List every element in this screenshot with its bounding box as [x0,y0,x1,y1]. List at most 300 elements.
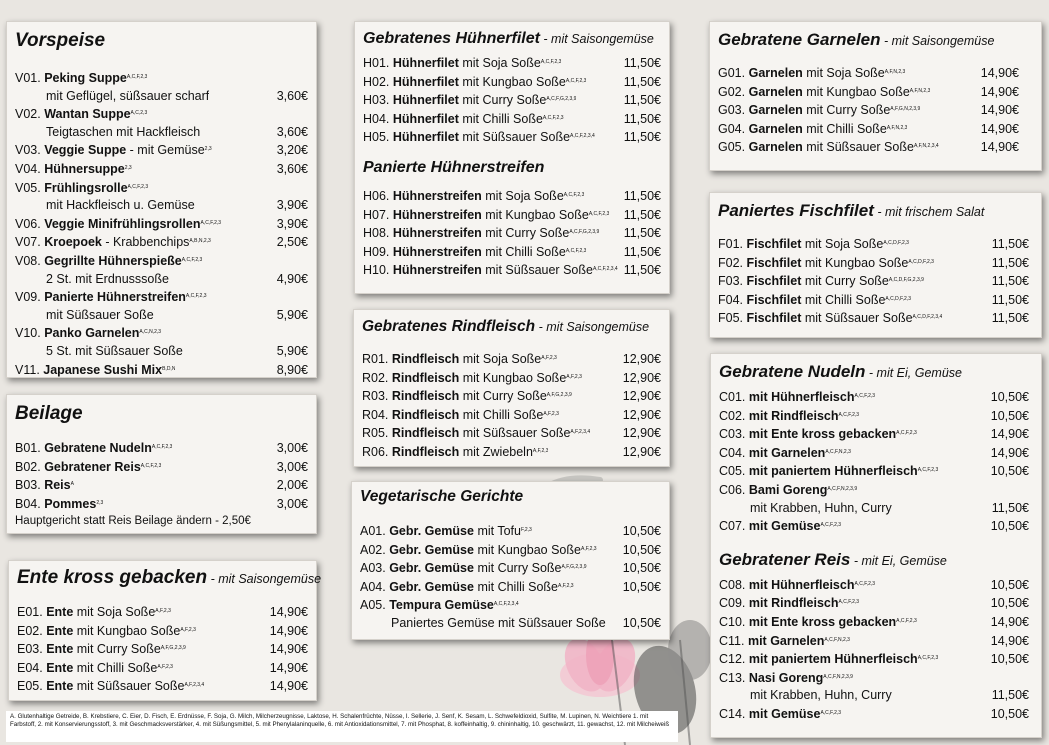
allergen-codes: A,F,2,3 [558,582,574,589]
item-code: V03. [15,143,41,158]
menu-item [360,578,661,597]
item-code: V06. [15,216,41,231]
menu-item [718,101,1019,120]
menu-item [17,677,308,696]
menu-item [15,439,308,458]
item-price: 3,00€ [276,441,308,455]
item-price: 11,50€ [623,188,661,203]
item-name: mit paniertem Hühnerfleisch [748,652,918,667]
allergen-codes: A,F,G,2,3,9 [561,564,587,571]
menu-item [15,495,308,514]
item-name: Fischfilet [746,292,802,307]
item-name: Hühnerstreifen [392,263,482,278]
item-price: 14,90€ [269,660,308,675]
allergen-codes: A,F,N,2,3 [909,87,931,94]
item-price: 11,50€ [991,237,1029,251]
section-vorspeise [6,21,317,378]
item-detail: mit Kungbao Soße [459,370,567,385]
allergen-codes: A,F,2,3 [180,626,196,633]
item-price: 14,90€ [269,679,308,694]
item-price: 3,20€ [276,143,308,158]
item-price: 10,50€ [622,561,661,576]
item-price: 8,90€ [276,362,308,377]
section-vegetarisch [351,481,670,640]
item-code: G04. [718,121,746,136]
menu-item [17,659,308,678]
section-fischfilet [709,192,1042,338]
item-name: Bami Goreng [748,482,828,497]
item-name: Garnelen [748,140,803,155]
item-code: R05. [362,426,389,441]
allergen-codes: F,2,3 [520,527,532,533]
item-detail: mit Süßsauer Soße [458,130,571,145]
allergen-codes: A,C,N,2,3 [139,329,162,336]
section-beilage [6,394,317,534]
item-code: C08. [719,577,746,592]
menu-item [362,424,661,443]
item-price: 14,90€ [980,103,1019,118]
item-price: 14,90€ [269,623,308,638]
item-price: 10,50€ [622,542,661,557]
item-price: 12,90€ [622,352,661,366]
menu-item [15,361,308,380]
allergen-codes: A,C,F,2,3 [126,74,148,80]
item-price: 11,50€ [991,500,1029,515]
item-code: H04. [363,111,390,126]
item-detail: mit Süßsauer Soße [802,140,914,155]
item-code: C05. [719,464,746,479]
item-detail: mit Curry Soße [458,93,547,108]
item-name: Gebratener Reis [44,459,141,474]
section-title: Vorspeise [15,30,106,51]
item-name: Gebr. Gemüse [389,579,474,594]
allergen-codes: A,C,F,2,3 [917,467,939,474]
allergen-codes: A,C,F,2,3 [820,522,842,529]
menu-item [718,291,1029,310]
menu-item [718,138,1019,157]
item-code: R03. [362,389,389,404]
item-name: Panko Garnelen [44,326,140,341]
item-name: Hühnerstreifen [392,226,482,241]
item-name: Ente [46,605,74,619]
menu-item [363,54,661,73]
item-price: 11,50€ [991,688,1029,703]
menu-item [363,128,661,147]
item-code: H03. [363,93,390,108]
menu-item [17,622,308,641]
item-price: 10,50€ [622,524,661,538]
item-name: Veggie Suppe [44,143,127,158]
item-detail: mit Kungbao Soße [73,623,181,638]
item-name: mit Hühnerfleisch [748,577,855,592]
item-price: 14,90€ [980,84,1019,99]
item-detail: mit Kungbao Soße [458,74,566,89]
item-code: G05. [718,140,746,155]
item-detail: mit Zwiebeln [459,444,533,459]
item-description: 2 St. mit Erdnusssoße [46,271,169,286]
item-code: E01. [17,605,43,619]
item-name: Pommes [44,496,97,511]
menu-item [360,522,661,541]
item-name: Fischfilet [746,311,802,326]
item-name: Rindfleisch [391,407,460,422]
section-rindfleisch [353,309,670,467]
allergen-codes: 2,3 [124,164,132,171]
item-name: mit Gemüse [748,706,821,721]
item-name: mit Rindfleisch [748,596,839,611]
item-code: V02. [15,107,41,122]
allergen-codes: A,F,2,3 [532,447,549,454]
item-name: Hühnersuppe [44,161,125,176]
item-name: Fischfilet [746,274,802,289]
menu-item [363,187,661,206]
section-ente [8,560,322,701]
item-code: B01. [15,441,41,455]
item-code: C03. [719,427,746,442]
item-code: B03. [15,478,41,493]
allergen-codes: A,F,2,3 [543,410,559,417]
item-name: mit Ente kross gebacken [748,614,897,629]
allergen-codes: A,C,F,2,3 [140,462,162,469]
section-title: Paniertes Fischfilet - mit frischem Salat [718,201,985,220]
item-detail: mit Chilli Soße [459,407,544,422]
menu-item [363,224,661,243]
menu-item [719,669,1029,688]
item-code: E03. [17,642,43,657]
item-code: C04. [719,445,746,460]
item-price: 14,90€ [269,642,308,657]
item-name: Hühnerfilet [392,74,459,89]
allergen-codes: A,C,F,2,3 [820,709,842,716]
item-code: G02. [718,84,746,99]
item-price: 10,50€ [990,577,1029,592]
menu-item [719,705,1029,724]
item-price: 11,50€ [991,292,1029,307]
allergen-codes: A,C,F,2,3 [588,210,610,217]
item-detail: mit Süßsauer Soße [801,311,913,326]
item-price: 3,00€ [276,496,308,511]
section-title: Gebratene Nudeln - mit Ei, Gemüse [719,362,962,381]
item-name: Garnelen [748,84,803,99]
menu-item-description [15,307,308,325]
menu-item-description [719,687,1029,705]
item-detail: mit Chilli Soße [73,660,158,675]
item-code: A03. [360,561,386,576]
allergen-codes: A [70,481,74,488]
menu-item-description [719,500,1029,518]
allergen-codes: A,C,F,2,3 [200,219,222,226]
menu-item [15,179,308,198]
menu-item [15,252,308,271]
item-name: Nasi Goreng [748,670,824,685]
menu-item-description [15,124,308,142]
menu-item-description [15,88,308,106]
item-name: mit Gemüse [748,519,821,534]
item-code: A04. [360,579,386,594]
item-code: F03. [718,274,744,289]
item-price: 12,90€ [622,407,661,422]
allergen-codes: A,F,2,3,4 [570,429,591,436]
allergen-codes: A,C,F,2,3 [838,411,860,418]
item-price: 3,90€ [276,216,308,231]
item-price: 14,90€ [980,140,1019,155]
item-code: C07. [719,519,746,534]
item-code: F05. [718,311,744,326]
allergen-codes: A,C,F,2,3 [563,191,585,198]
item-code: C09. [719,596,746,611]
menu-item [719,407,1029,426]
item-price: 3,60€ [276,161,308,176]
menu-item [360,559,661,578]
item-name: Hühnerstreifen [392,188,482,203]
item-detail: mit Kungbao Soße [473,542,581,557]
allergen-codes: A,C,F,2,3 [896,617,917,624]
allergen-codes: A,C,F,2,3 [565,77,587,84]
item-code: C13. [719,670,746,685]
item-price: 11,50€ [623,56,661,70]
menu-item [15,160,308,179]
item-price: 5,90€ [276,343,308,358]
item-price: 10,50€ [990,519,1029,534]
item-description: mit Süßsauer Soße [46,307,154,322]
item-price: 11,50€ [623,226,661,241]
item-code: V01. [15,71,41,85]
item-code: F02. [718,255,744,270]
menu-item [15,233,308,252]
menu-item [363,206,661,225]
item-detail: mit Chilli Soße [481,244,566,259]
item-code: C02. [719,408,746,423]
item-price: 4,90€ [276,271,308,286]
item-code: G03. [718,103,746,118]
item-code: H02. [363,74,390,89]
item-name: Hühnerfilet [392,130,459,145]
menu-item-description [15,271,308,289]
allergen-codes: A,F,G,N,2,3,9 [890,106,921,113]
menu-item [363,91,661,110]
allergen-codes: A,F,2,3 [580,545,597,552]
allergen-codes: A,F,N,2,3 [884,69,906,75]
menu-item-description [15,343,308,361]
item-detail: - Krabbenchips [101,235,190,250]
section-title: Vegetarische Gerichte [360,488,524,505]
allergen-codes: A,C,F,2,3 [838,599,860,606]
menu-item [719,481,1029,500]
allergen-codes: A,C,F,2,3 [181,256,203,263]
menu-item [719,594,1029,613]
item-name: Gebr. Gemüse [389,542,474,557]
item-detail: mit Chilli Soße [801,292,886,307]
allergen-codes: A,F,G,2,3,9 [546,392,572,399]
item-name: Gegrillte Hühnerspieße [44,253,182,268]
item-detail: mit Soja Soße [801,237,884,251]
allergen-codes: A,F,N,2,3,4 [913,143,939,150]
item-code: R01. [362,352,389,366]
item-price: 3,60€ [276,124,308,139]
section-title: Panierte Hühnerstreifen [363,158,545,176]
menu-item [15,69,308,88]
item-detail: mit Curry Soße [473,561,562,576]
item-name: Hühnerstreifen [392,244,482,259]
menu-item [17,603,308,622]
menu-item [360,596,661,615]
item-price: 11,50€ [623,93,661,108]
item-price: 11,50€ [623,130,661,145]
item-price: 2,00€ [276,478,308,493]
item-code: R04. [362,407,389,422]
item-price: 10,50€ [990,408,1029,423]
menu-item [15,324,308,343]
item-name: Garnelen [748,66,803,80]
allergen-codes: A,C,F,2,3 [854,393,876,399]
allergen-codes: A,C,F,2,3 [896,430,917,437]
item-name: Gebr. Gemüse [389,524,474,538]
item-name: Garnelen [748,103,803,118]
allergen-codes: A,C,F,2,3 [185,293,207,300]
allergen-codes: A,C,F,G,2,3,9 [546,96,577,103]
item-price: 2,50€ [276,235,308,250]
item-code: A01. [360,524,386,538]
menu-item [362,350,661,369]
item-detail: mit Kungbao Soße [481,207,589,222]
item-description: Teigtaschen mit Hackfleisch [46,124,201,139]
allergen-codes: A,C,F,2,3 [540,59,562,65]
item-name: Fischfilet [746,237,802,251]
menu-item [719,388,1029,407]
item-name: Kroepoek [44,235,102,250]
menu-item [719,462,1029,481]
item-code: H06. [363,188,390,203]
menu-item [363,73,661,92]
item-code: V09. [15,290,41,305]
item-price: 12,90€ [622,426,661,441]
item-code: R06. [362,444,389,459]
allergen-codes: B,D,N [162,365,176,372]
section-title: Gebratenes Hühnerfilet - mit Saisongemüse [363,30,654,47]
menu-item [719,444,1029,463]
item-name: Veggie Minifrühlingsrollen [44,216,201,231]
item-code: E02. [17,623,43,638]
section-title: Gebratene Garnelen - mit Saisongemüse [718,30,995,49]
menu-item [15,458,308,477]
item-name: mit Garnelen [748,445,826,460]
menu-item-description [15,197,308,215]
item-price: 11,50€ [991,274,1029,289]
item-detail: mit Curry Soße [802,103,891,118]
menu-item [718,64,1019,83]
item-price: 14,90€ [990,614,1029,629]
item-price: 11,50€ [991,255,1029,270]
allergen-codes: A,C,D,F,2,3 [883,240,909,246]
item-price: 14,90€ [990,445,1029,460]
item-code: C14. [719,706,746,721]
item-detail: mit Soja Soße [802,66,885,80]
item-name: Rindfleisch [391,352,460,366]
item-name: Japanese Sushi Mix [43,362,163,377]
allergen-codes: A,C,D,F,2,3 [885,295,911,302]
item-name: Rindfleisch [391,444,460,459]
item-detail: mit Curry Soße [459,389,547,404]
item-code: E04. [17,660,43,675]
menu-item [362,443,661,462]
item-code: A05. [360,598,386,613]
item-code: B04. [15,496,41,511]
item-description: mit Krabben, Huhn, Curry [750,688,892,703]
allergen-codes: A,F,2,3 [541,355,557,361]
menu-item [718,83,1019,102]
menu-item [363,243,661,262]
item-name: Gebr. Gemüse [389,561,474,576]
allergen-codes: A,B,N,2,3 [189,238,211,245]
allergen-codes: A,F,2,3 [157,663,173,670]
item-code: V05. [15,180,41,195]
item-price: 12,90€ [622,389,661,404]
item-price: 14,90€ [990,633,1029,648]
allergen-codes: 2,3 [96,499,104,506]
menu-item [718,254,1029,273]
allergen-codes: A,C,F,N,2,3,9 [823,673,853,680]
section-title: Beilage [15,403,83,424]
item-detail: mit Curry Soße [801,274,889,289]
item-price: 12,90€ [622,444,661,459]
allergen-codes: A,C,F,2,3 [542,114,564,121]
allergen-codes: A,F,2,3 [566,373,582,380]
menu-item [362,369,661,388]
section-title: Gebratener Reis - mit Ei, Gemüse [719,549,947,569]
item-price: 3,90€ [276,198,308,213]
item-description: mit Krabben, Huhn, Curry [750,500,892,515]
allergen-codes: A,C,D,F,2,3 [908,258,934,265]
item-name: Rindfleisch [391,389,460,404]
allergen-codes: A,C,F,2,3,4 [592,266,618,273]
item-price: 14,90€ [269,605,308,619]
menu-item [362,387,661,406]
allergen-codes: A,C,D,F,G,2,3,9 [888,277,924,284]
menu-item [719,517,1029,536]
item-name: Frühlingsrolle [44,180,128,195]
item-name: Hühnerfilet [392,56,459,70]
item-detail: mit Curry Soße [481,226,570,241]
item-code: H05. [363,130,390,145]
item-code: G01. [718,66,746,80]
item-code: A02. [360,542,386,557]
item-code: V07. [15,235,41,250]
item-name: Wantan Suppe [44,107,131,122]
item-name: mit paniertem Hühnerfleisch [748,464,918,479]
item-price: 3,60€ [276,88,308,103]
item-name: Reis [44,478,71,493]
item-code: C10. [719,614,746,629]
item-code: C11. [719,633,745,648]
item-price: 11,50€ [623,74,661,89]
allergen-codes: A,C,2,3 [130,110,148,117]
item-code: H01. [363,56,390,70]
item-price: 10,50€ [990,652,1029,667]
item-name: Hühnerstreifen [392,207,482,222]
menu-item [719,425,1029,444]
item-price: 5,90€ [276,307,308,322]
item-price: 10,50€ [622,579,661,594]
item-price: 11,50€ [623,244,661,259]
item-detail: mit Süßsauer Soße [73,679,185,694]
allergen-codes: A,C,F,N,2,3 [825,448,851,455]
menu-item [15,215,308,234]
item-detail: mit Soja Soße [481,188,564,203]
item-name: Rindfleisch [391,370,460,385]
item-code: B02. [15,459,41,474]
item-code: V04. [15,161,41,176]
menu-item [718,235,1029,254]
